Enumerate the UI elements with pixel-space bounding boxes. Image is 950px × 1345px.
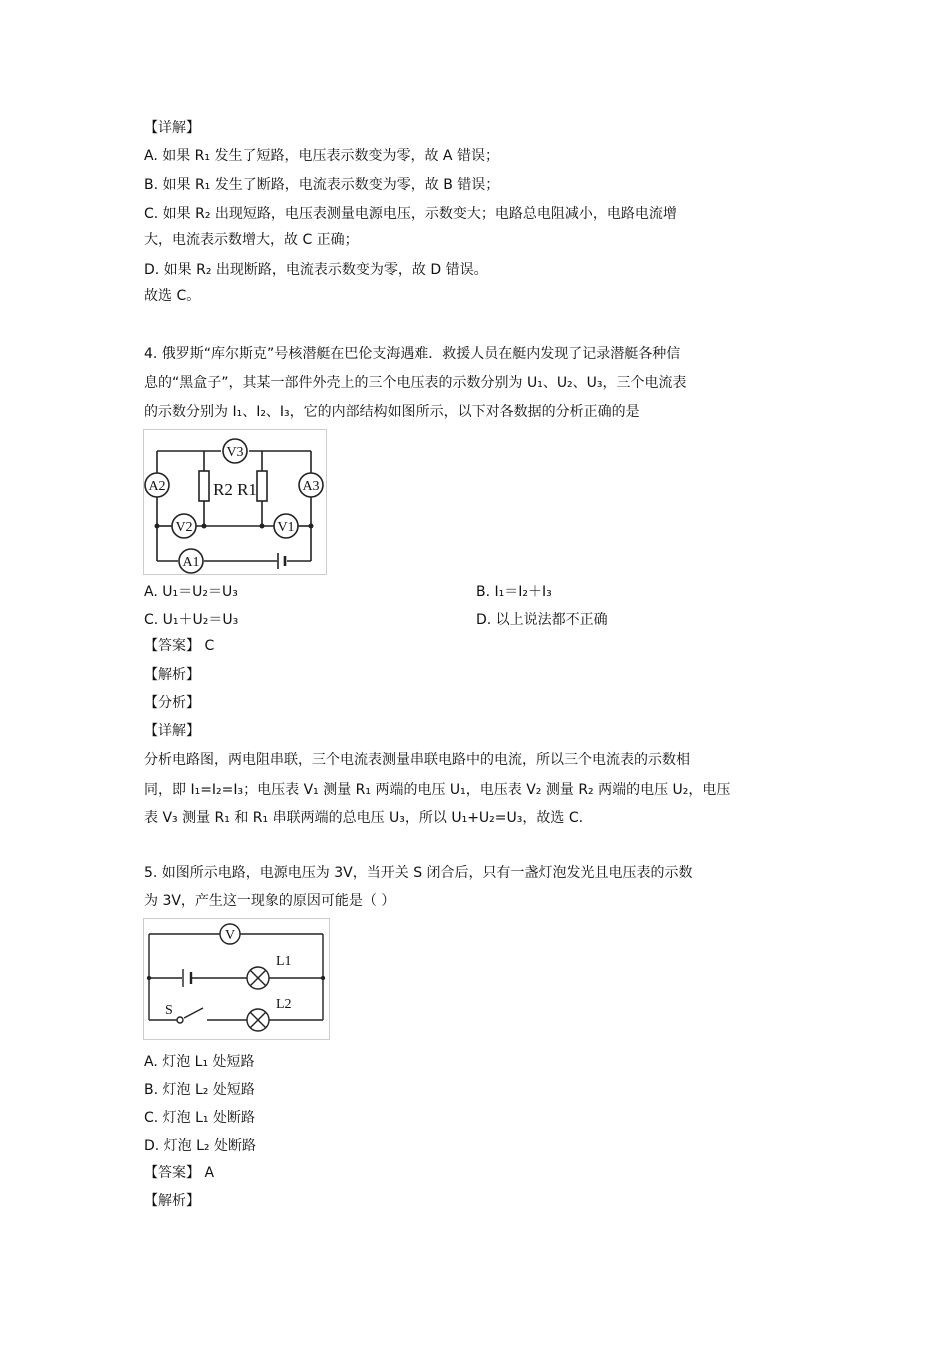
q5-stem: 为 3V，产生这一现象的原因可能是（ ） [144, 893, 396, 909]
q5-analysis-heading: 【解析】 [144, 1193, 200, 1209]
detail-line: A. 如果 R₁ 发生了短路，电压表示数变为零，故 A 错误； [144, 148, 499, 164]
lamp-label: L2 [276, 997, 292, 1012]
q4-stem: 的示数分别为 I₁、I₂、I₃，它的内部结构如图所示，以下对各数据的分析正确的是 [144, 404, 640, 420]
q5-option: A. 灯泡 L₁ 处短路 [144, 1054, 255, 1070]
meter-label: V3 [226, 445, 244, 460]
q4-option-d: D. 以上说法都不正确 [476, 612, 608, 628]
q5-option: B. 灯泡 L₂ 处短路 [144, 1082, 255, 1098]
meter-label: A2 [148, 479, 166, 494]
resistor-label: R2 [213, 480, 233, 499]
voltmeter-label: V [224, 928, 236, 943]
switch-label: S [165, 1003, 173, 1018]
q4-detail-line: 同，即 I₁=I₂=I₃；电压表 V₁ 测量 R₁ 两端的电压 U₁，电压表 V₂ 测量 R₂ 两端的电压 U₂，电压 [144, 782, 731, 798]
detail-line: D. 如果 R₂ 出现断路，电流表示数变为零，故 D 错误。 [144, 262, 488, 278]
q4-circuit-diagram [143, 429, 327, 575]
q4-detail-heading: 【详解】 [144, 723, 200, 739]
conclusion: 故选 C。 [144, 288, 201, 304]
q4-detail-line: 分析电路图，两电阻串联，三个电流表测量串联电路中的电流，所以三个电流表的示数相 [144, 752, 690, 768]
q4-fenxi-heading: 【分析】 [144, 695, 200, 711]
meter-label: V2 [175, 520, 193, 535]
q5-answer: 【答案】 A [144, 1165, 215, 1181]
q4-answer: 【答案】 C [144, 638, 215, 654]
lamp-label: L1 [276, 954, 292, 969]
q4-stem: 息的“黑盒子”，其某一部件外壳上的三个电压表的示数分别为 U₁、U₂、U₃，三个电流表 [144, 375, 687, 391]
detail-heading: 【详解】 [144, 120, 200, 136]
meter-label: V1 [277, 520, 295, 535]
q5-option: C. 灯泡 L₁ 处断路 [144, 1110, 255, 1126]
q5-stem: 5. 如图所示电路，电源电压为 3V，当开关 S 闭合后，只有一盏灯泡发光且电压表的示数 [144, 865, 693, 881]
resistor-label: R1 [237, 480, 257, 499]
detail-line: C. 如果 R₂ 出现短路，电压表测量电源电压，示数变大；电路总电阻减小，电路电流增 [144, 206, 677, 222]
q4-stem: 4. 俄罗斯“库尔斯克”号核潜艇在巴伦支海遇难．救援人员在艇内发现了记录潜艇各种信 [144, 346, 681, 362]
q4-option-b: B. I₁＝I₂＋I₃ [476, 584, 552, 600]
q4-analysis-heading: 【解析】 [144, 667, 200, 683]
meter-label: A1 [182, 555, 200, 570]
q4-detail-line: 表 V₃ 测量 R₁ 和 R₁ 串联两端的总电压 U₃，所以 U₁+U₂=U₃，故选 C. [144, 810, 584, 826]
q4-option-a: A. U₁＝U₂＝U₃ [144, 584, 238, 600]
q5-option: D. 灯泡 L₂ 处断路 [144, 1138, 256, 1154]
q5-circuit-diagram [143, 918, 330, 1040]
q4-option-c: C. U₁＋U₂＝U₃ [144, 612, 239, 628]
meter-label: A3 [302, 479, 320, 494]
detail-line: 大，电流表示数增大，故 C 正确； [144, 232, 359, 248]
detail-line: B. 如果 R₁ 发生了断路，电流表示数变为零，故 B 错误； [144, 177, 500, 193]
